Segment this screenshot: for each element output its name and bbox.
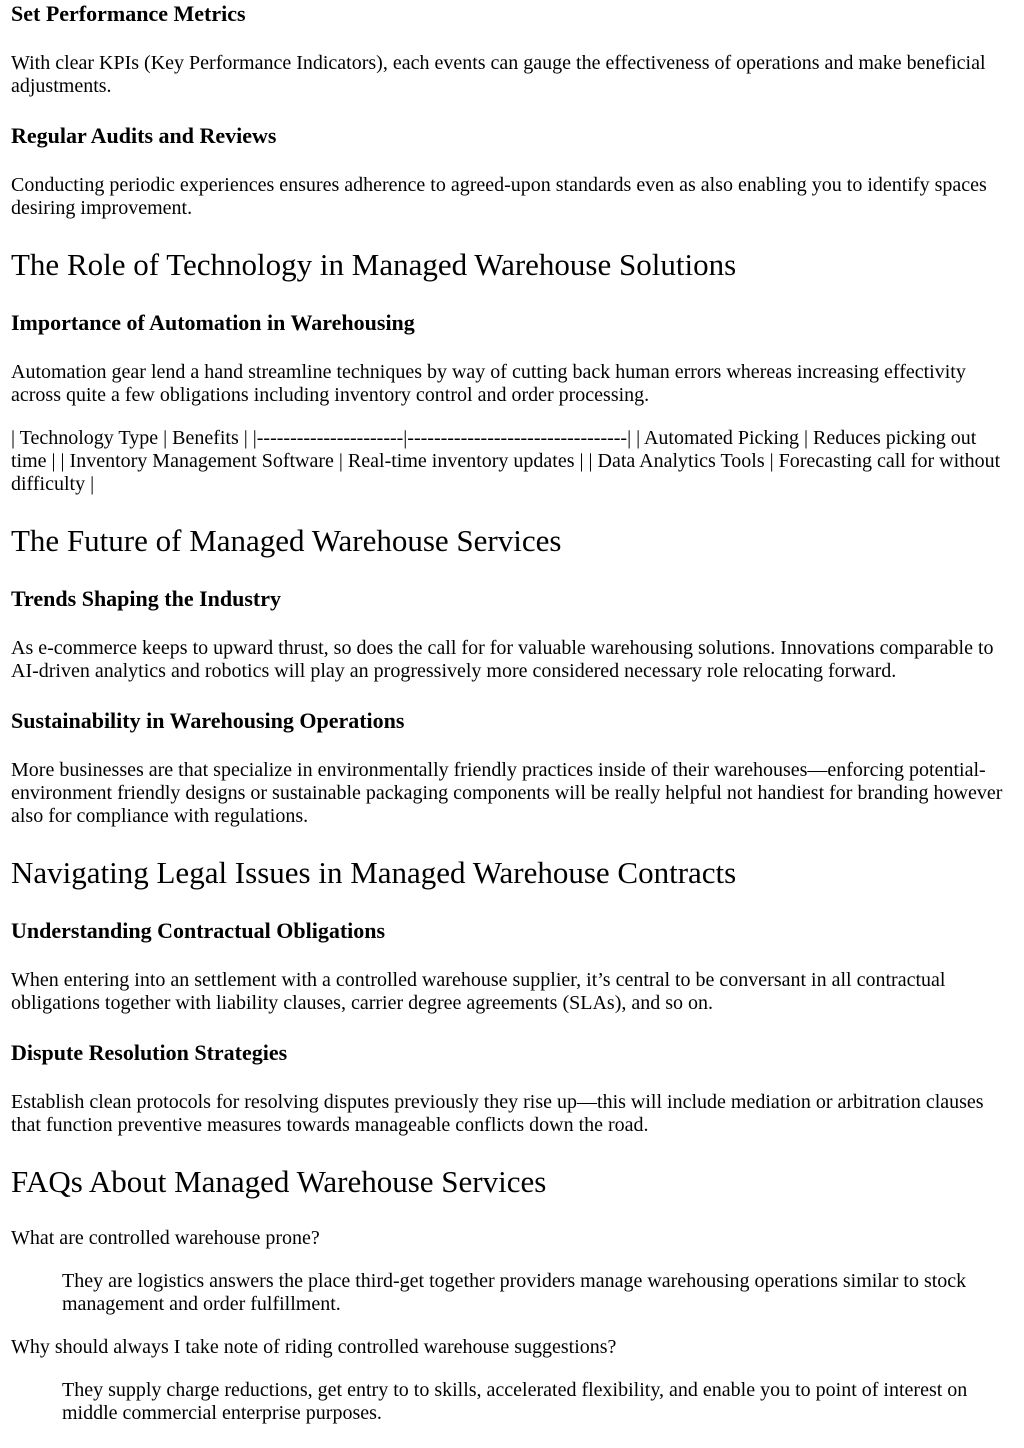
subsection-heading: Trends Shaping the Industry (11, 586, 282, 611)
paragraph: | Technology Type | Benefits | |----------------------|---------------------------------| | Automated Picking | Reduces picking out time | | Inventory Management Software | Real-time inventory updates | | Data Analytics Tools | Forecasting call for without difficulty | (11, 427, 1001, 495)
paragraph: As e-commerce keeps to upward thrust, so does the call for for valuable warehousing solutions. Innovations comparable to AI-driven analytics and robotics will play an progressively more considered necessary role relocating forward. (11, 637, 994, 682)
paragraph: When entering into an settlement with a controlled warehouse supplier, it’s central to be conversant in all contractual obligations together with liability clauses, carrier degree agreements (SLAs), and so on. (11, 969, 946, 1014)
subsection-heading: Set Performance Metrics (11, 1, 246, 26)
subsection-heading: Regular Audits and Reviews (11, 123, 277, 148)
section-heading: Navigating Legal Issues in Managed Warehouse Contracts (11, 855, 737, 890)
subsection-heading: Dispute Resolution Strategies (11, 1040, 288, 1065)
paragraph: Establish clean protocols for resolving disputes previously they rise up—this will include mediation or arbitration clauses that function preventive measures towards manageable conflicts down the road. (11, 1091, 984, 1136)
paragraph: What are controlled warehouse prone? (11, 1227, 320, 1249)
paragraph: Conducting periodic experiences ensures adherence to agreed-upon standards even as also enabling you to identify spaces desiring improvement. (11, 174, 987, 219)
faq-answer: They supply charge reductions, get entry to to skills, accelerated flexibility, and enable you to point of interest on middle commercial enterprise purposes. (62, 1379, 968, 1424)
subsection-heading: Sustainability in Warehousing Operations (11, 708, 405, 733)
section-heading: The Future of Managed Warehouse Services (11, 523, 562, 558)
faq-answer: They are logistics answers the place third-get together providers manage warehousing operations similar to stock management and order fulfillment. (62, 1270, 967, 1315)
paragraph: With clear KPIs (Key Performance Indicators), each events can gauge the effectiveness of operations and make beneficial adjustments. (11, 52, 986, 97)
paragraph: More businesses are that specialize in environmentally friendly practices inside of their warehouses—enforcing potential-environment friendly designs or sustainable packaging components will be really helpful not handiest for branding however also for compliance with regulations. (11, 759, 1003, 827)
section-heading: The Role of Technology in Managed Warehouse Solutions (11, 247, 737, 282)
paragraph: Automation gear lend a hand streamline techniques by way of cutting back human errors whereas increasing effectivity across quite a few obligations including inventory control and order processing. (11, 361, 966, 406)
paragraph: Why should always I take note of riding controlled warehouse suggestions? (11, 1336, 617, 1358)
subsection-heading: Understanding Contractual Obligations (11, 918, 386, 943)
section-heading: FAQs About Managed Warehouse Services (11, 1164, 547, 1199)
subsection-heading: Importance of Automation in Warehousing (11, 310, 415, 335)
